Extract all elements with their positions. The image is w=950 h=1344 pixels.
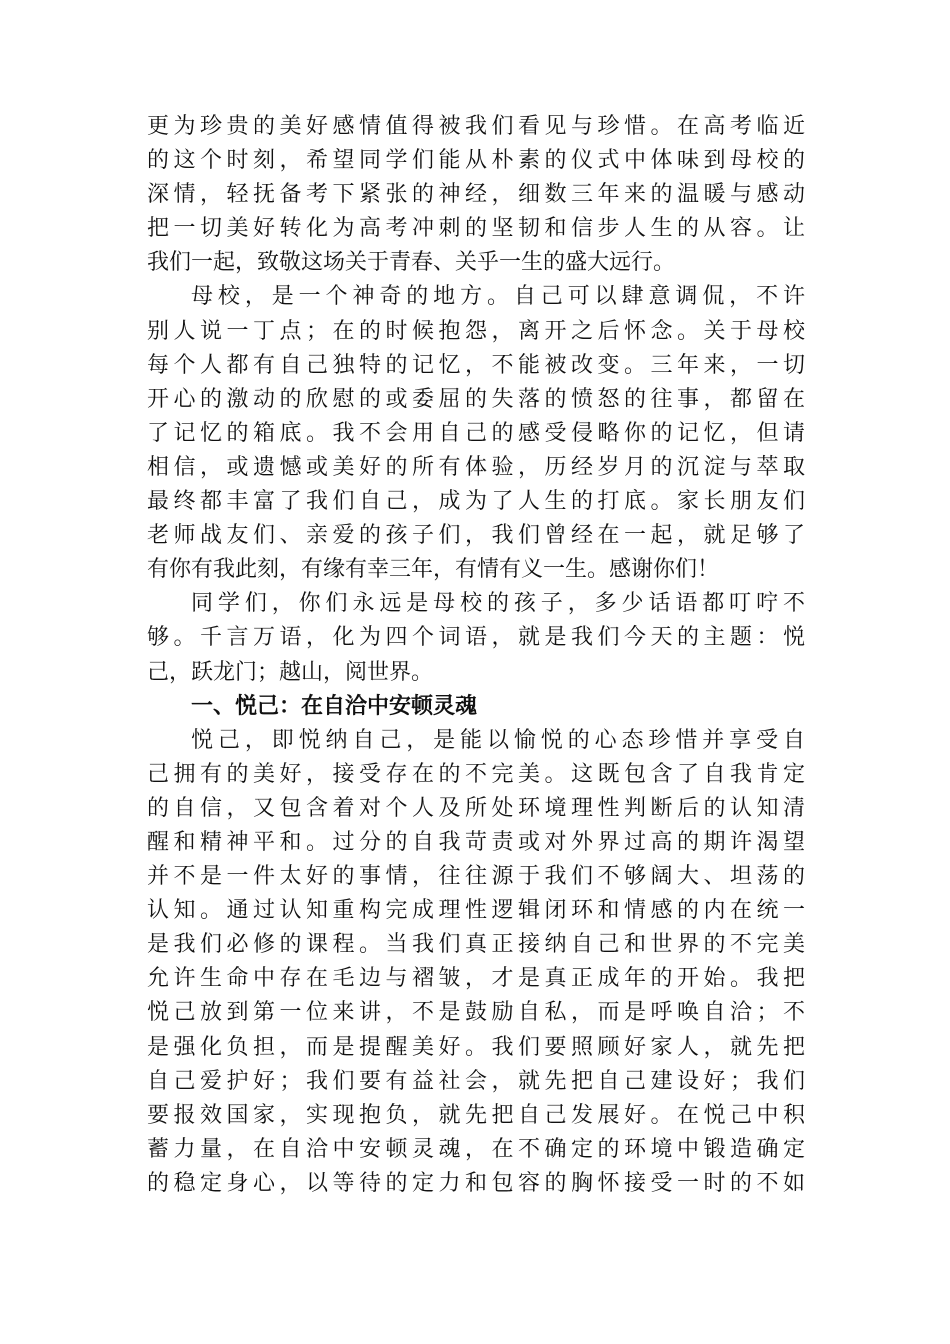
text-line: 把一切美好转化为高考冲刺的坚韧和信步人生的从容。让 bbox=[147, 216, 805, 242]
body-text bbox=[147, 110, 805, 1201]
text-line: 己，跃龙门；越山，阅世界。 bbox=[147, 659, 434, 685]
text-line: 蓄力量，在自洽中安顿灵魂，在不确定的环境中锻造确定 bbox=[147, 1136, 805, 1162]
text-line: 醒和精神平和。过分的自我苛责或对外界过高的期许渴望 bbox=[147, 829, 805, 855]
text-line: 是我们必修的课程。当我们真正接纳自己和世界的不完美 bbox=[147, 932, 805, 958]
paragraph-start-line: 母校，是一个神奇的地方。自己可以肆意调侃，不许 bbox=[191, 284, 805, 310]
text-line: 深情，轻抚备考下紧张的神经，细数三年来的温暖与感动 bbox=[147, 182, 805, 208]
text-line: 允许生命中存在毛边与褶皱，才是真正成年的开始。我把 bbox=[147, 966, 805, 992]
text-line: 每个人都有自己独特的记忆，不能被改变。三年来，一切 bbox=[147, 352, 805, 378]
text-line: 认知。通过认知重构完成理性逻辑闭环和情感的内在统一 bbox=[147, 898, 805, 924]
text-line: 别人说一丁点；在的时候抱怨，离开之后怀念。关于母校 bbox=[147, 318, 805, 344]
text-line: 我们一起，致敬这场关于青春、关乎一生的盛大远行。 bbox=[147, 250, 676, 276]
text-line: 自己爱护好；我们要有益社会，就先把自己建设好；我们 bbox=[147, 1068, 805, 1094]
text-line: 并不是一件太好的事情，往往源于我们不够阔大、坦荡的 bbox=[147, 864, 805, 890]
section-heading: 一、悦己：在自洽中安顿灵魂 bbox=[191, 693, 478, 719]
text-line: 悦己放到第一位来讲，不是鼓励自私，而是呼唤自洽；不 bbox=[147, 1000, 805, 1026]
text-line: 有你有我此刻，有缘有幸三年，有情有义一生。感谢你们！ bbox=[147, 557, 720, 583]
paragraph-start-line: 悦己，即悦纳自己，是能以愉悦的心态珍惜并享受自 bbox=[191, 727, 805, 753]
text-line: 的稳定身心，以等待的定力和包容的胸怀接受一时的不如 bbox=[147, 1170, 805, 1196]
text-line: 的这个时刻，希望同学们能从朴素的仪式中体味到母校的 bbox=[147, 148, 805, 174]
text-line: 是强化负担，而是提醒美好。我们要照顾好家人，就先把 bbox=[147, 1034, 805, 1060]
text-line: 够。千言万语，化为四个词语，就是我们今天的主题：悦 bbox=[147, 625, 805, 651]
text-line: 要报效国家，实现抱负，就先把自己发展好。在悦己中积 bbox=[147, 1102, 805, 1128]
text-line: 己拥有的美好，接受存在的不完美。这既包含了自我肯定 bbox=[147, 761, 805, 787]
paragraph-start-line: 同学们，你们永远是母校的孩子，多少话语都叮咛不 bbox=[191, 591, 805, 617]
text-line: 了记忆的箱底。我不会用自己的感受侵略你的记忆，但请 bbox=[147, 420, 805, 446]
text-line: 相信，或遗憾或美好的所有体验，历经岁月的沉淀与萃取 bbox=[147, 454, 805, 480]
text-line: 开心的激动的欣慰的或委屈的失落的愤怒的往事，都留在 bbox=[147, 386, 805, 412]
text-line: 最终都丰富了我们自己，成为了人生的打底。家长朋友们 bbox=[147, 489, 805, 515]
text-line: 老师战友们、亲爱的孩子们，我们曾经在一起，就足够了 bbox=[147, 523, 805, 549]
text-line: 的自信，又包含着对个人及所处环境理性判断后的认知清 bbox=[147, 795, 805, 821]
text-line: 更为珍贵的美好感情值得被我们看见与珍惜。在高考临近 bbox=[147, 114, 805, 139]
